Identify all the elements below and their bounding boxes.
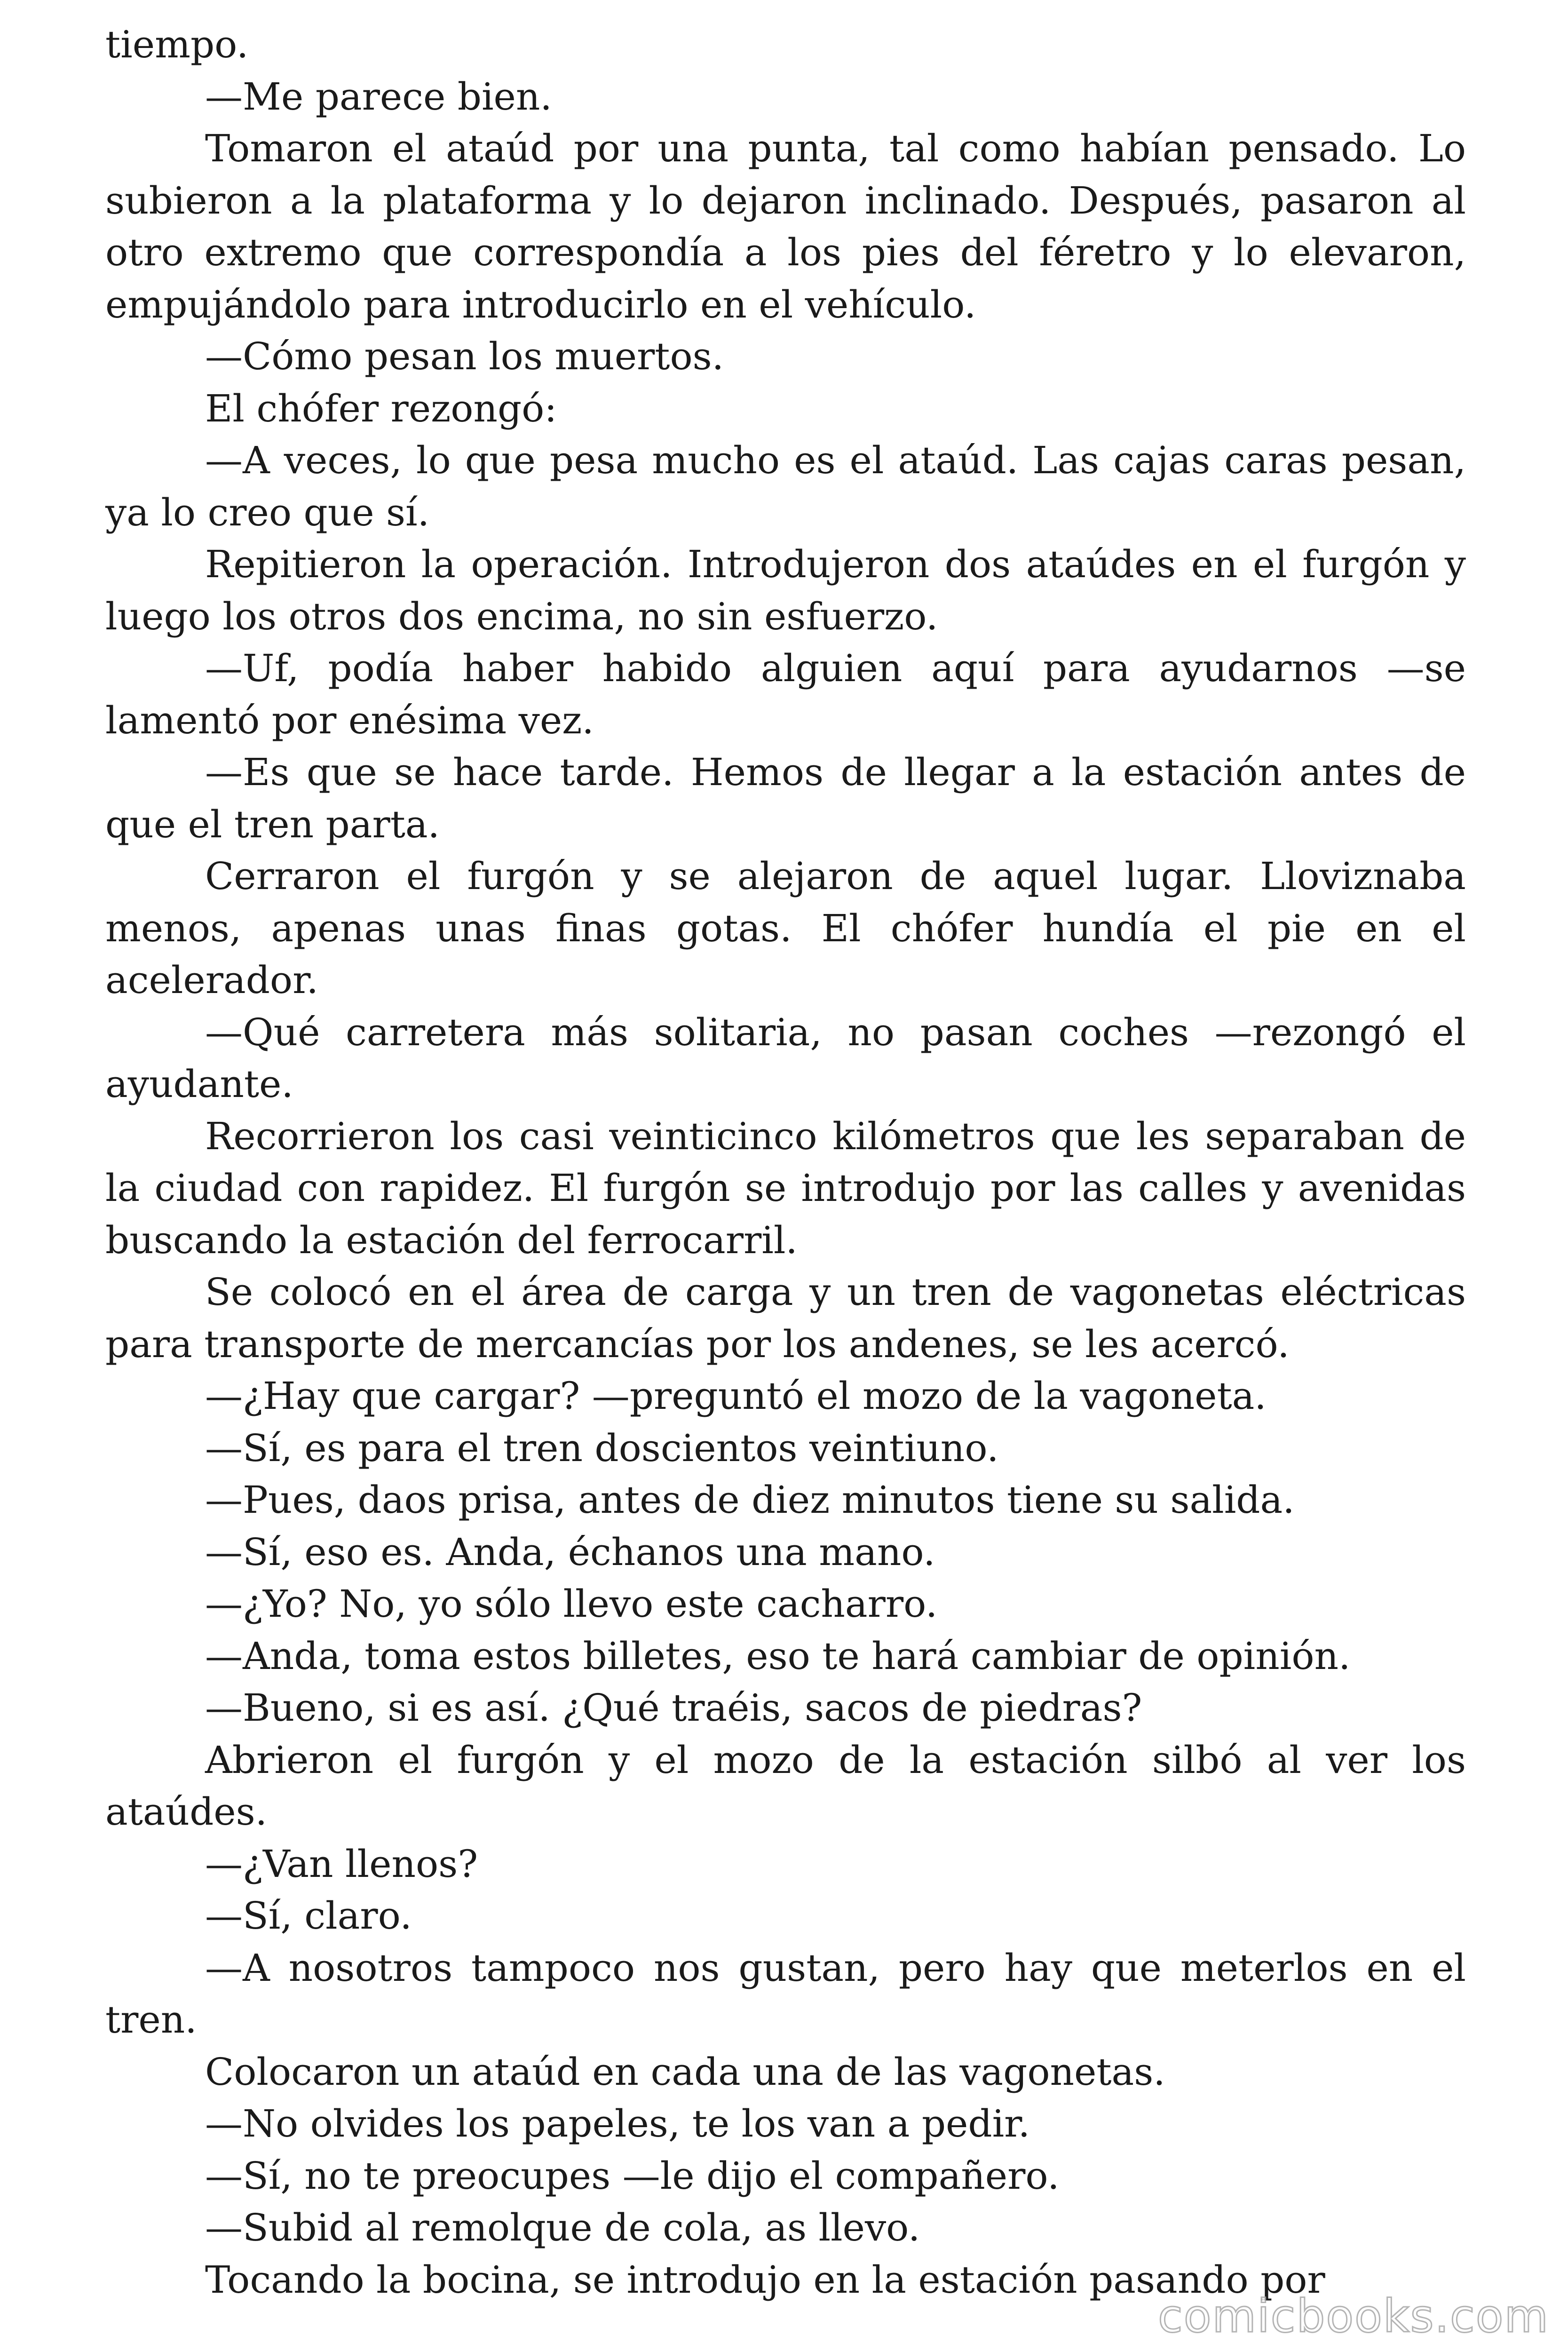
- paragraph: —Pues, daos prisa, antes de diez minutos tiene su salida.: [205, 1478, 1295, 1522]
- paragraph: —¿Van llenos?: [205, 1842, 478, 1886]
- paragraph: —Subid al remolque de cola, as llevo.: [205, 2206, 920, 2249]
- paragraph: —Sí, es para el tren doscientos veintiuno.: [205, 1426, 999, 1470]
- paragraph: Cerraron el furgón y se alejaron de aquel lugar. Lloviznaba menos, apenas unas finas gotas. El chófer hundía el pie en el acelerador.: [105, 854, 1466, 1002]
- paragraph: —Sí, eso es. Anda, échanos una mano.: [205, 1530, 935, 1574]
- paragraph: —A veces, lo que pesa mucho es el ataúd. Las cajas caras pesan, ya lo creo que sí.: [105, 438, 1466, 534]
- paragraph: —Sí, claro.: [205, 1894, 412, 1938]
- paragraph: Se colocó en el área de carga y un tren de vagonetas eléctricas para transporte de mercancías por los andenes, se les acercó.: [105, 1270, 1466, 1366]
- paragraph: Colocaron un ataúd en cada una de las vagonetas.: [205, 2050, 1165, 2094]
- paragraph: Repitieron la operación. Introdujeron dos ataúdes en el furgón y luego los otros dos encima, no sin esfuerzo.: [105, 542, 1466, 638]
- paragraph: —Anda, toma estos billetes, eso te hará cambiar de opinión.: [205, 1634, 1351, 1678]
- paragraph: —Cómo pesan los muertos.: [205, 334, 724, 378]
- paragraph: —Uf, podía haber habido alguien aquí para ayudarnos —se lamentó por enésima vez.: [105, 646, 1466, 742]
- paragraph: —Me parece bien.: [205, 74, 552, 119]
- paragraph: Tocando la bocina, se introdujo en la estación pasando por: [205, 2257, 1325, 2302]
- paragraph: —Es que se hace tarde. Hemos de llegar a la estación antes de que el tren parta.: [105, 750, 1466, 846]
- paragraph: —No olvides los papeles, te los van a pedir.: [205, 2102, 1030, 2145]
- book-page-text: [105, 19, 1466, 2306]
- paragraph: El chófer rezongó:: [205, 386, 557, 430]
- paragraph: Tomaron el ataúd por una punta, tal como habían pensado. Lo subieron a la plataforma y lo dejaron inclinado. Después, pasaron al otro extremo que correspondía a los pies del féretro y lo elevaron, empujándolo para introducirlo en el vehículo.: [105, 127, 1466, 326]
- paragraph: Recorrieron los casi veinticinco kilómetros que les separaban de la ciudad con rapidez. El furgón se introdujo por las calles y avenidas buscando la estación del ferrocarril.: [105, 1114, 1466, 1262]
- paragraph: tiempo.: [105, 23, 249, 66]
- paragraph: —Qué carretera más solitaria, no pasan coches —rezongó el ayudante.: [105, 1010, 1466, 1106]
- paragraph: —A nosotros tampoco nos gustan, pero hay que meterlos en el tren.: [105, 1946, 1466, 2042]
- paragraph: —Sí, no te preocupes —le dijo el compañero.: [205, 2153, 1060, 2198]
- paragraph: —Bueno, si es así. ¿Qué traéis, sacos de piedras?: [205, 1686, 1142, 1730]
- paragraph: Abrieron el furgón y el mozo de la estación silbó al ver los ataúdes.: [105, 1738, 1466, 1834]
- paragraph: —¿Hay que cargar? —preguntó el mozo de la vagoneta.: [205, 1374, 1267, 1418]
- paragraph: —¿Yo? No, yo sólo llevo este cacharro.: [205, 1582, 938, 1626]
- watermark: comicbooks.com: [1157, 2290, 1549, 2343]
